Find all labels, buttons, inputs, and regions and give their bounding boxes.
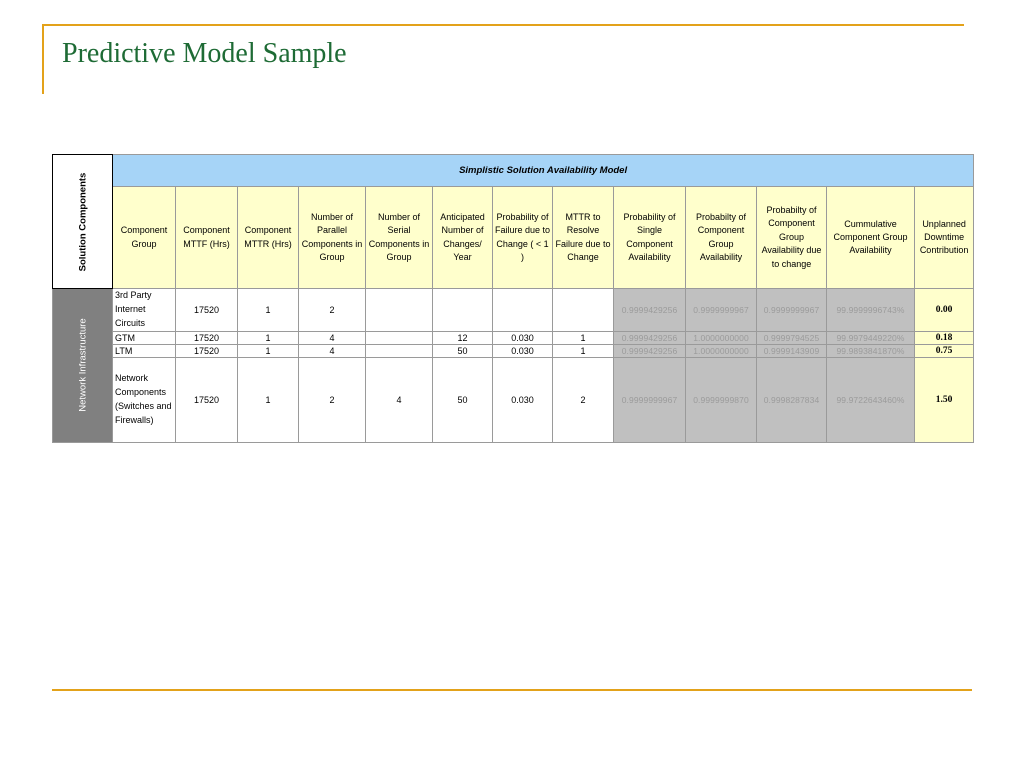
cell-group-availability: 1.0000000000 [686, 331, 757, 344]
cell-serial [366, 289, 433, 332]
column-header-row [53, 187, 974, 289]
col-header-mttf: Component MTTF (Hrs) [176, 187, 238, 289]
cell-mttr-change [553, 289, 614, 332]
cell-mttr: 1 [238, 289, 299, 332]
cell-cumulative-availability: 99.9999996743% [827, 289, 915, 332]
cell-parallel: 2 [299, 289, 366, 332]
banner-row [53, 155, 974, 187]
cell-cumulative-availability: 99.9979449220% [827, 331, 915, 344]
cell-group-availability-change: 0.9999794525 [757, 331, 827, 344]
table-row [53, 331, 974, 344]
table-row [53, 289, 974, 332]
cell-changes-per-year: 12 [433, 331, 493, 344]
col-header-parallel: Number of Parallel Components in Group [299, 187, 366, 289]
col-header-serial: Number of Serial Components in Group [366, 187, 433, 289]
cell-single-availability: 0.9999429256 [614, 331, 686, 344]
model-banner: Simplistic Solution Availability Model [113, 155, 974, 187]
slide-title: Predictive Model Sample [62, 38, 347, 69]
cell-parallel: 4 [299, 344, 366, 357]
cell-serial [366, 331, 433, 344]
cell-component-group: LTM [113, 344, 176, 357]
cell-mttf: 17520 [176, 344, 238, 357]
col-header-changes-per-year: Anticipated Number of Changes/ Year [433, 187, 493, 289]
cell-downtime: 1.50 [915, 357, 974, 442]
cell-downtime: 0.75 [915, 344, 974, 357]
cell-failure-probability: 0.030 [493, 357, 553, 442]
cell-serial: 4 [366, 357, 433, 442]
col-header-mttr: Component MTTR (Hrs) [238, 187, 299, 289]
cell-group-availability-change: 0.9998287834 [757, 357, 827, 442]
cell-single-availability: 0.9999429256 [614, 289, 686, 332]
col-header-single-availability: Probability of Single Component Availability [614, 187, 686, 289]
cell-failure-probability: 0.030 [493, 331, 553, 344]
cell-mttr-change: 1 [553, 331, 614, 344]
cell-component-group: GTM [113, 331, 176, 344]
cell-failure-probability [493, 289, 553, 332]
cell-mttr: 1 [238, 331, 299, 344]
cell-failure-probability: 0.030 [493, 344, 553, 357]
cell-single-availability: 0.9999429256 [614, 344, 686, 357]
cell-mttr-change: 1 [553, 344, 614, 357]
cell-changes-per-year: 50 [433, 344, 493, 357]
availability-model-table-wrapper [52, 154, 974, 443]
cell-parallel: 2 [299, 357, 366, 442]
cell-mttf: 17520 [176, 331, 238, 344]
network-infrastructure-label: Network Infrastructure [77, 318, 88, 413]
cell-single-availability: 0.9999999967 [614, 357, 686, 442]
cell-changes-per-year: 50 [433, 357, 493, 442]
cell-cumulative-availability: 99.9893841870% [827, 344, 915, 357]
availability-model-table [52, 154, 974, 443]
left-accent-rule [42, 24, 44, 94]
cell-group-availability-change: 0.9999143909 [757, 344, 827, 357]
cell-cumulative-availability: 99.9722643460% [827, 357, 915, 442]
cell-parallel: 4 [299, 331, 366, 344]
table-row [53, 344, 974, 357]
cell-group-availability: 0.9999999870 [686, 357, 757, 442]
bottom-accent-rule [52, 689, 972, 691]
col-header-group-availability-change: Probabilty of Component Group Availability due to change [757, 187, 827, 289]
cell-group-availability: 0.9999999967 [686, 289, 757, 332]
cell-group-availability-change: 0.9999999967 [757, 289, 827, 332]
cell-downtime: 0.18 [915, 331, 974, 344]
col-header-component-group: Component Group [113, 187, 176, 289]
solution-components-header [53, 155, 113, 289]
network-infrastructure-section [53, 289, 113, 443]
cell-mttr-change: 2 [553, 357, 614, 442]
cell-mttf: 17520 [176, 357, 238, 442]
cell-component-group: Network Components (Switches and Firewalls) [113, 357, 176, 442]
cell-mttr: 1 [238, 344, 299, 357]
cell-group-availability: 1.0000000000 [686, 344, 757, 357]
cell-downtime: 0.00 [915, 289, 974, 332]
col-header-mttr-change: MTTR to Resolve Failure due to Change [553, 187, 614, 289]
cell-component-group: 3rd Party Internet Circuits [113, 289, 176, 332]
col-header-downtime: Unplanned Downtime Contribution [915, 187, 974, 289]
col-header-group-availability: Probabilty of Component Group Availability [686, 187, 757, 289]
col-header-cumulative-availability: Cummulative Component Group Availability [827, 187, 915, 289]
table-row [53, 357, 974, 442]
cell-changes-per-year [433, 289, 493, 332]
cell-mttr: 1 [238, 357, 299, 442]
cell-mttf: 17520 [176, 289, 238, 332]
col-header-failure-probability: Probability of Failure due to Change ( < 1 ) [493, 187, 553, 289]
top-accent-rule [42, 24, 964, 26]
cell-serial [366, 344, 433, 357]
solution-components-label: Solution Components [77, 172, 88, 271]
